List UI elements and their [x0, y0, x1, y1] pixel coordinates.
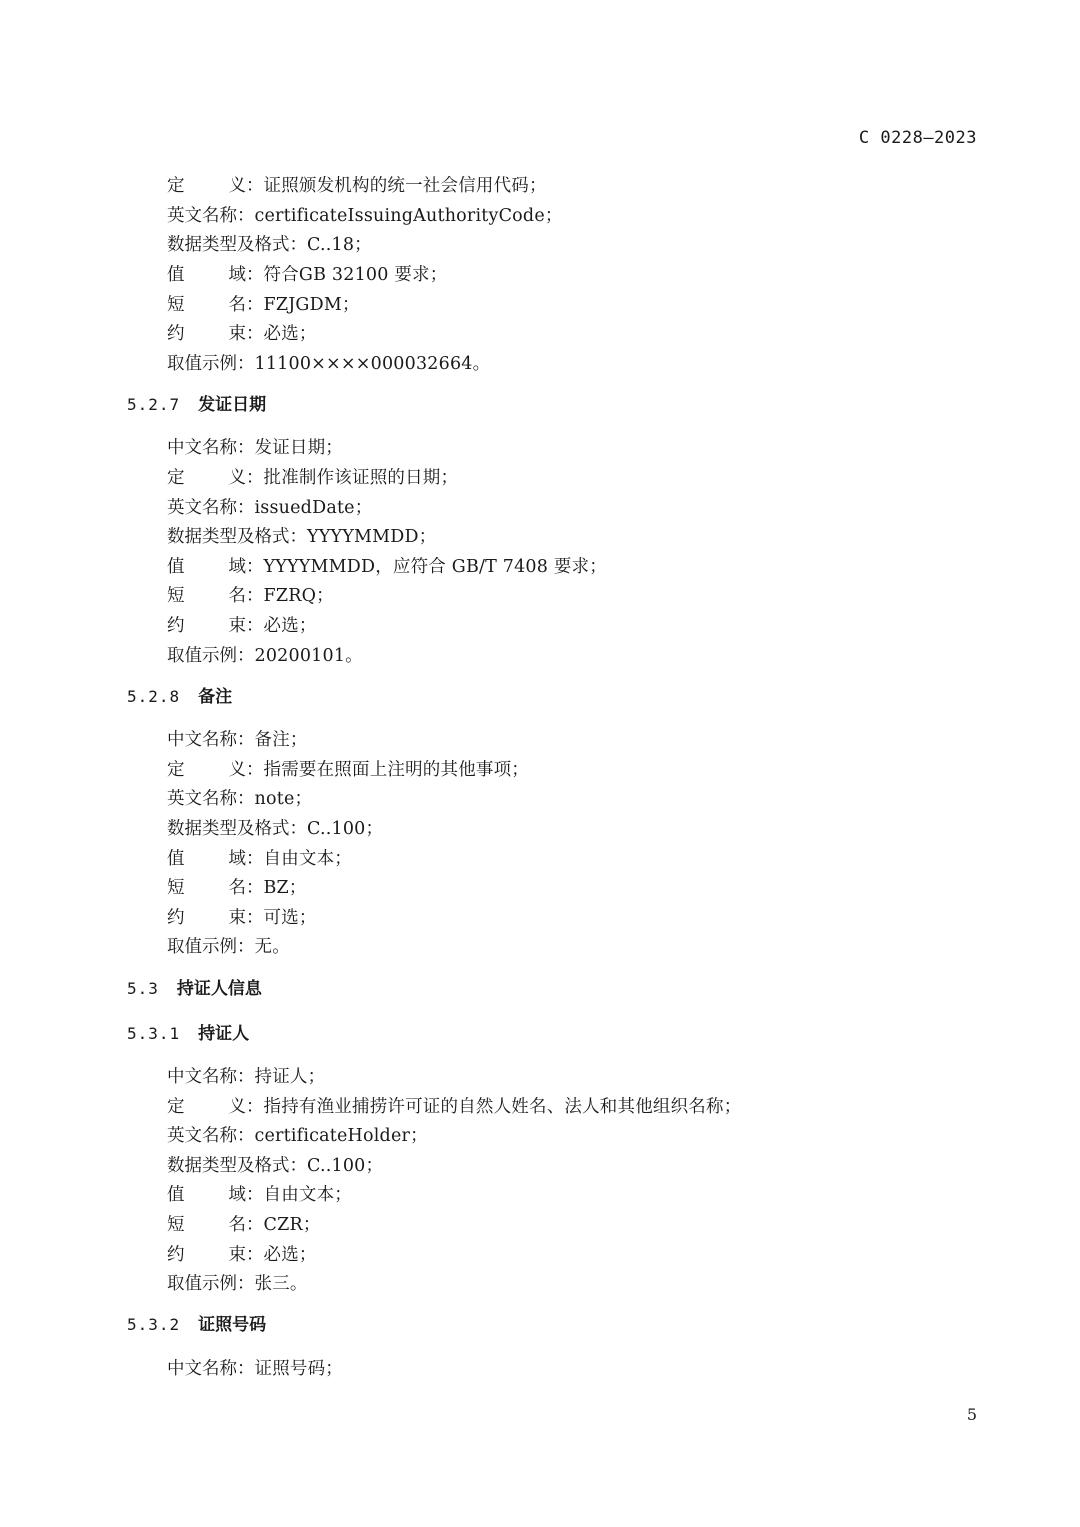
field-label: 取值示例 [167, 937, 237, 958]
field-label-part: 名 [228, 878, 246, 899]
field-line [167, 931, 1080, 961]
field-label-part: 短 [167, 1214, 185, 1235]
field-line [167, 521, 1080, 551]
field-label [167, 756, 246, 781]
field-list [0, 1061, 1080, 1298]
field-label-part: 名 [228, 294, 246, 315]
field-label-part: 短 [167, 294, 185, 315]
field-label-part: 束 [228, 907, 246, 928]
field-line [167, 170, 1080, 200]
field-value: 张三。 [254, 1274, 308, 1295]
field-separator: ： [237, 353, 255, 374]
field-separator: ： [246, 176, 264, 197]
field-value: 批准制作该证照的日期； [263, 468, 459, 489]
field-label-part: 域 [228, 265, 246, 286]
field-line [167, 754, 1080, 784]
field-label-part: 值 [167, 265, 185, 286]
field-value: YYYYMMDD，应符合 GB/T 7408 要求； [263, 556, 607, 577]
field-value: note； [254, 789, 313, 810]
section-heading [127, 1019, 1080, 1049]
field-separator: ： [237, 730, 255, 751]
field-line [167, 610, 1080, 640]
section-title: 备注 [198, 686, 233, 707]
field-line [167, 491, 1080, 521]
field-value: 必选； [263, 616, 317, 637]
field-label-part: 值 [167, 556, 185, 577]
field-line [167, 200, 1080, 230]
field-label: 中文名称 [167, 1358, 237, 1379]
section-number: 5.2.8 [127, 686, 181, 706]
field-separator: ： [246, 848, 264, 869]
field-list [0, 1352, 1080, 1382]
field-value: C..100； [307, 1155, 384, 1176]
field-separator: ： [237, 1358, 255, 1379]
field-separator: ： [289, 235, 307, 256]
field-value: CZR； [263, 1214, 321, 1235]
field-label [167, 904, 246, 929]
field-line [167, 1090, 1080, 1120]
field-separator: ： [246, 468, 264, 489]
field-label: 数据类型及格式 [167, 235, 290, 256]
field-label-part: 域 [228, 1185, 246, 1206]
field-label-part: 定 [167, 468, 185, 489]
page-content [0, 170, 1080, 1382]
field-line [167, 580, 1080, 610]
section-heading [127, 1310, 1080, 1340]
field-separator: ： [237, 645, 255, 666]
field-label-part: 定 [167, 176, 185, 197]
field-label-part: 约 [167, 1244, 185, 1265]
field-label-part: 名 [228, 586, 246, 607]
field-label-part: 域 [228, 848, 246, 869]
field-separator: ： [246, 324, 264, 345]
field-separator: ： [246, 907, 264, 928]
field-label-part: 值 [167, 1185, 185, 1206]
field-label-part: 域 [228, 556, 246, 577]
field-line [167, 348, 1080, 378]
field-label: 中文名称 [167, 1066, 237, 1087]
field-value: 自由文本； [263, 1185, 352, 1206]
field-label: 中文名称 [167, 438, 237, 459]
section-heading [127, 682, 1080, 712]
field-separator: ： [237, 497, 255, 518]
field-list [0, 724, 1080, 961]
field-separator: ： [289, 527, 307, 548]
field-label [167, 1241, 246, 1266]
field-label-part: 约 [167, 907, 185, 928]
field-label [167, 1211, 246, 1236]
field-line [167, 432, 1080, 462]
field-value: FZRQ； [263, 586, 334, 607]
field-label-part: 义 [228, 1096, 246, 1117]
field-label-part: 短 [167, 878, 185, 899]
field-label-part: 定 [167, 759, 185, 780]
field-label [167, 320, 246, 345]
field-separator: ： [246, 294, 264, 315]
field-line [167, 229, 1080, 259]
field-label-part: 名 [228, 1214, 246, 1235]
field-value: 符合GB 32100 要求； [263, 265, 448, 286]
field-line [167, 813, 1080, 843]
field-label: 英文名称 [167, 205, 237, 226]
field-label-part: 约 [167, 324, 185, 345]
field-label: 数据类型及格式 [167, 818, 290, 839]
field-value: 必选； [263, 324, 317, 345]
field-label: 取值示例 [167, 353, 237, 374]
field-label [167, 464, 246, 489]
field-separator: ： [237, 1274, 255, 1295]
field-line [167, 1061, 1080, 1091]
section-heading [127, 390, 1080, 420]
field-value: C..18； [307, 235, 372, 256]
field-label-part: 约 [167, 616, 185, 637]
field-separator: ： [246, 1096, 264, 1117]
field-label: 英文名称 [167, 497, 237, 518]
field-value: 证照号码； [254, 1358, 343, 1379]
field-separator: ： [289, 1155, 307, 1176]
field-value: 指持有渔业捕捞许可证的自然人姓名、法人和其他组织名称； [263, 1096, 742, 1117]
section-title: 持证人 [198, 1023, 250, 1044]
section-number: 5.3 [127, 978, 159, 998]
field-label: 取值示例 [167, 645, 237, 666]
field-list [0, 432, 1080, 669]
field-label-part: 义 [228, 759, 246, 780]
section-number: 5.3.1 [127, 1023, 181, 1043]
field-value: 11100××××000032664。 [254, 353, 491, 374]
field-label [167, 1093, 246, 1118]
field-value: 备注； [254, 730, 308, 751]
field-label-part: 束 [228, 324, 246, 345]
field-value: 必选； [263, 1244, 317, 1265]
field-separator: ： [237, 205, 255, 226]
field-value: 发证日期； [254, 438, 343, 459]
field-label [167, 874, 246, 899]
field-label: 英文名称 [167, 789, 237, 810]
field-line [167, 1149, 1080, 1179]
field-label [167, 291, 246, 316]
field-label-part: 值 [167, 848, 185, 869]
field-separator: ： [237, 937, 255, 958]
field-value: 自由文本； [263, 848, 352, 869]
field-label-part: 定 [167, 1096, 185, 1117]
field-separator: ： [246, 878, 264, 899]
field-value: 无。 [254, 937, 290, 958]
field-label [167, 553, 246, 578]
field-separator: ： [246, 759, 264, 780]
field-label [167, 1181, 246, 1206]
field-line [167, 1209, 1080, 1239]
field-value: 证照颁发机构的统一社会信用代码； [263, 176, 547, 197]
field-line [167, 872, 1080, 902]
field-line [167, 639, 1080, 669]
field-line [167, 288, 1080, 318]
field-value: YYYYMMDD； [307, 527, 437, 548]
field-value: 持证人； [254, 1066, 326, 1087]
field-line [167, 1120, 1080, 1150]
field-line [167, 551, 1080, 581]
section-heading [127, 974, 1080, 1004]
field-label-part: 束 [228, 616, 246, 637]
field-line [167, 1179, 1080, 1209]
section-title: 发证日期 [198, 395, 267, 416]
field-line [167, 901, 1080, 931]
field-label-part: 义 [228, 468, 246, 489]
field-label [167, 582, 246, 607]
field-label-part: 短 [167, 586, 185, 607]
field-line [167, 1268, 1080, 1298]
field-separator: ： [246, 1244, 264, 1265]
field-line [167, 318, 1080, 348]
field-separator: ： [246, 1214, 264, 1235]
field-label [167, 612, 246, 637]
field-list [0, 170, 1080, 377]
field-line [167, 842, 1080, 872]
field-label [167, 845, 246, 870]
field-label [167, 261, 246, 286]
field-separator: ： [246, 586, 264, 607]
field-value: certificateIssuingAuthorityCode； [254, 205, 563, 226]
doc-number-header: C 0228—2023 [858, 128, 977, 148]
field-value: FZJGDM； [263, 294, 360, 315]
section-number: 5.2.7 [127, 395, 181, 415]
section-number: 5.3.2 [127, 1315, 181, 1335]
field-line [167, 724, 1080, 754]
field-value: certificateHolder； [254, 1126, 428, 1147]
field-value: 可选； [263, 907, 317, 928]
field-label [167, 172, 246, 197]
field-value: 指需要在照面上注明的其他事项； [263, 759, 529, 780]
field-label-part: 束 [228, 1244, 246, 1265]
section-title: 持证人信息 [176, 978, 262, 999]
field-label-part: 义 [228, 176, 246, 197]
field-value: 20200101。 [254, 645, 363, 666]
field-separator: ： [237, 789, 255, 810]
field-label: 数据类型及格式 [167, 527, 290, 548]
field-label: 数据类型及格式 [167, 1155, 290, 1176]
field-label: 取值示例 [167, 1274, 237, 1295]
page-number: 5 [966, 1405, 977, 1424]
section-title: 证照号码 [198, 1315, 267, 1336]
field-line [167, 783, 1080, 813]
field-line [167, 462, 1080, 492]
field-separator: ： [246, 556, 264, 577]
field-separator: ： [237, 438, 255, 459]
field-separator: ： [246, 616, 264, 637]
field-value: BZ； [263, 878, 307, 899]
field-label: 英文名称 [167, 1126, 237, 1147]
field-separator: ： [237, 1066, 255, 1087]
field-value: issuedDate； [254, 497, 373, 518]
field-separator: ： [246, 265, 264, 286]
field-line [167, 1352, 1080, 1382]
field-value: C..100； [307, 818, 384, 839]
field-label: 中文名称 [167, 730, 237, 751]
field-line [167, 1238, 1080, 1268]
field-line [167, 259, 1080, 289]
field-separator: ： [289, 818, 307, 839]
field-separator: ： [237, 1126, 255, 1147]
field-separator: ： [246, 1185, 264, 1206]
